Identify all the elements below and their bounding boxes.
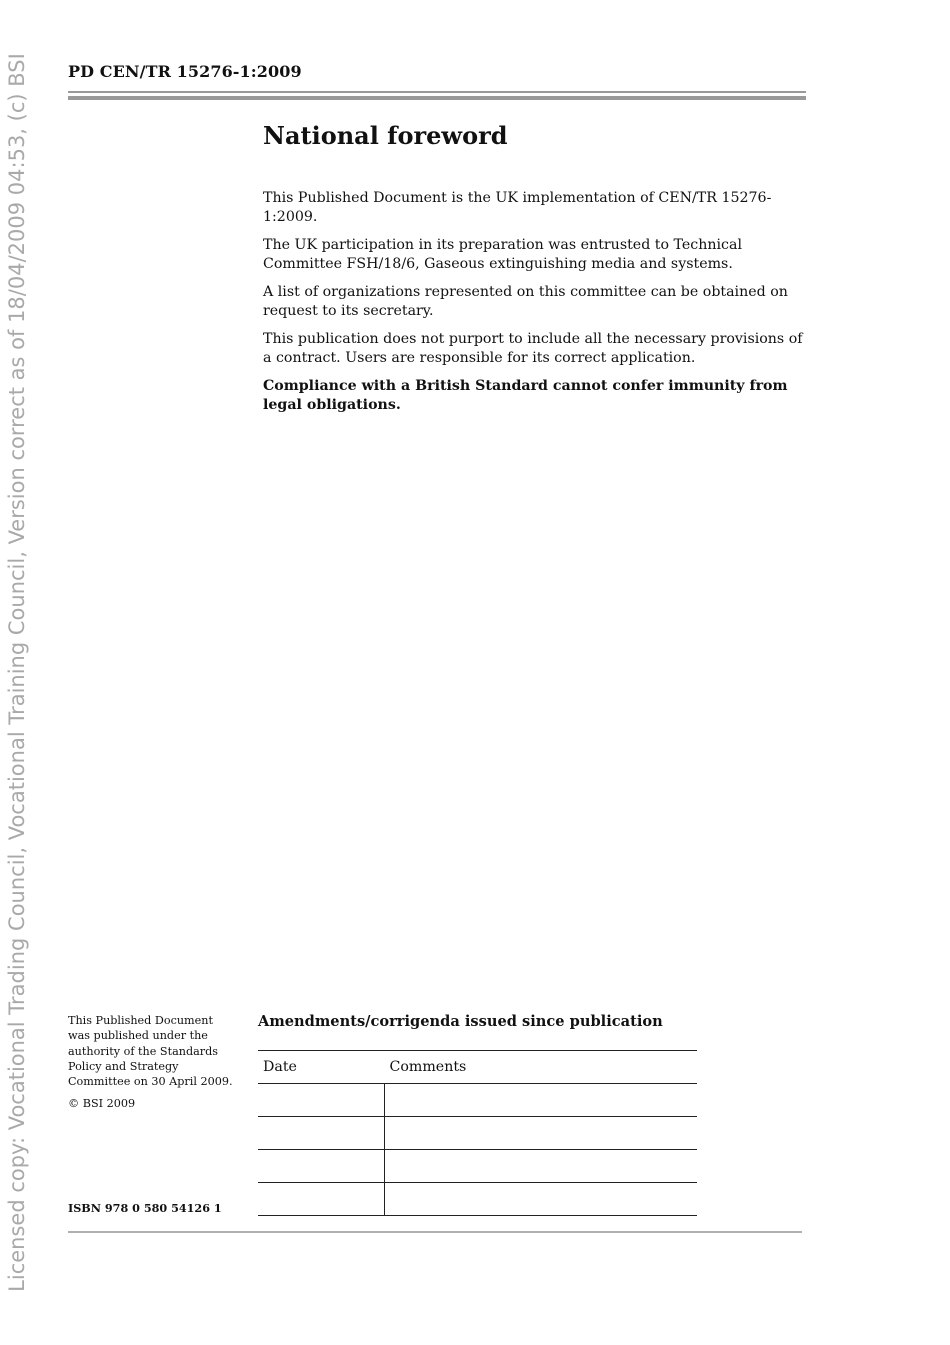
table-cell-date bbox=[258, 1150, 385, 1183]
table-row bbox=[258, 1117, 697, 1150]
table-cell-comments bbox=[385, 1084, 698, 1117]
table-cell-date bbox=[258, 1117, 385, 1150]
amendments-table bbox=[258, 1050, 697, 1216]
table-cell-date bbox=[258, 1084, 385, 1117]
table-row bbox=[258, 1183, 697, 1216]
paragraph-participation: The UK participation in its preparation was entrusted to Technical Committee FSH/18/6, Gaseous extinguishing media and systems. bbox=[263, 237, 742, 272]
column-header-comments: Comments bbox=[385, 1051, 698, 1084]
publication-note: This Published Document was published under the authority of the Standards Policy and Strategy Committee on 30 April 2009. bbox=[68, 1014, 233, 1089]
document-reference: PD CEN/TR 15276-1:2009 bbox=[68, 62, 302, 81]
foreword-body bbox=[263, 189, 803, 424]
page-title: National foreword bbox=[263, 121, 508, 150]
paragraph-implementation: This Published Document is the UK implementation of CEN/TR 15276-1:2009. bbox=[263, 190, 772, 225]
table-header-row bbox=[258, 1051, 697, 1084]
copyright-notice: © BSI 2009 bbox=[68, 1097, 136, 1111]
table-cell-comments bbox=[385, 1183, 698, 1216]
table-cell-comments bbox=[385, 1150, 698, 1183]
table-row bbox=[258, 1150, 697, 1183]
footer-rule bbox=[68, 1231, 802, 1233]
header-rule-thick bbox=[68, 96, 806, 100]
paragraph-organizations: A list of organizations represented on this committee can be obtained on request to its secretary. bbox=[263, 284, 788, 319]
header-rule-thin bbox=[68, 91, 806, 93]
table-cell-date bbox=[258, 1183, 385, 1216]
isbn-number: ISBN 978 0 580 54126 1 bbox=[68, 1201, 222, 1215]
compliance-statement: Compliance with a British Standard cannot confer immunity from legal obligations. bbox=[263, 378, 788, 413]
publication-sidebar bbox=[68, 1013, 238, 1119]
license-watermark: Licensed copy: Vocational Trading Council, Vocational Training Council, Version correct as of 18/04/2009 04:53, (c) BSI bbox=[5, 53, 29, 1292]
column-header-date: Date bbox=[258, 1051, 385, 1084]
table-row bbox=[258, 1084, 697, 1117]
header-rule bbox=[68, 91, 806, 100]
amendments-title: Amendments/corrigenda issued since publication bbox=[258, 1013, 663, 1030]
paragraph-provisions: This publication does not purport to include all the necessary provisions of a contract. Users are responsible for its correct application. bbox=[263, 331, 803, 366]
table-cell-comments bbox=[385, 1117, 698, 1150]
